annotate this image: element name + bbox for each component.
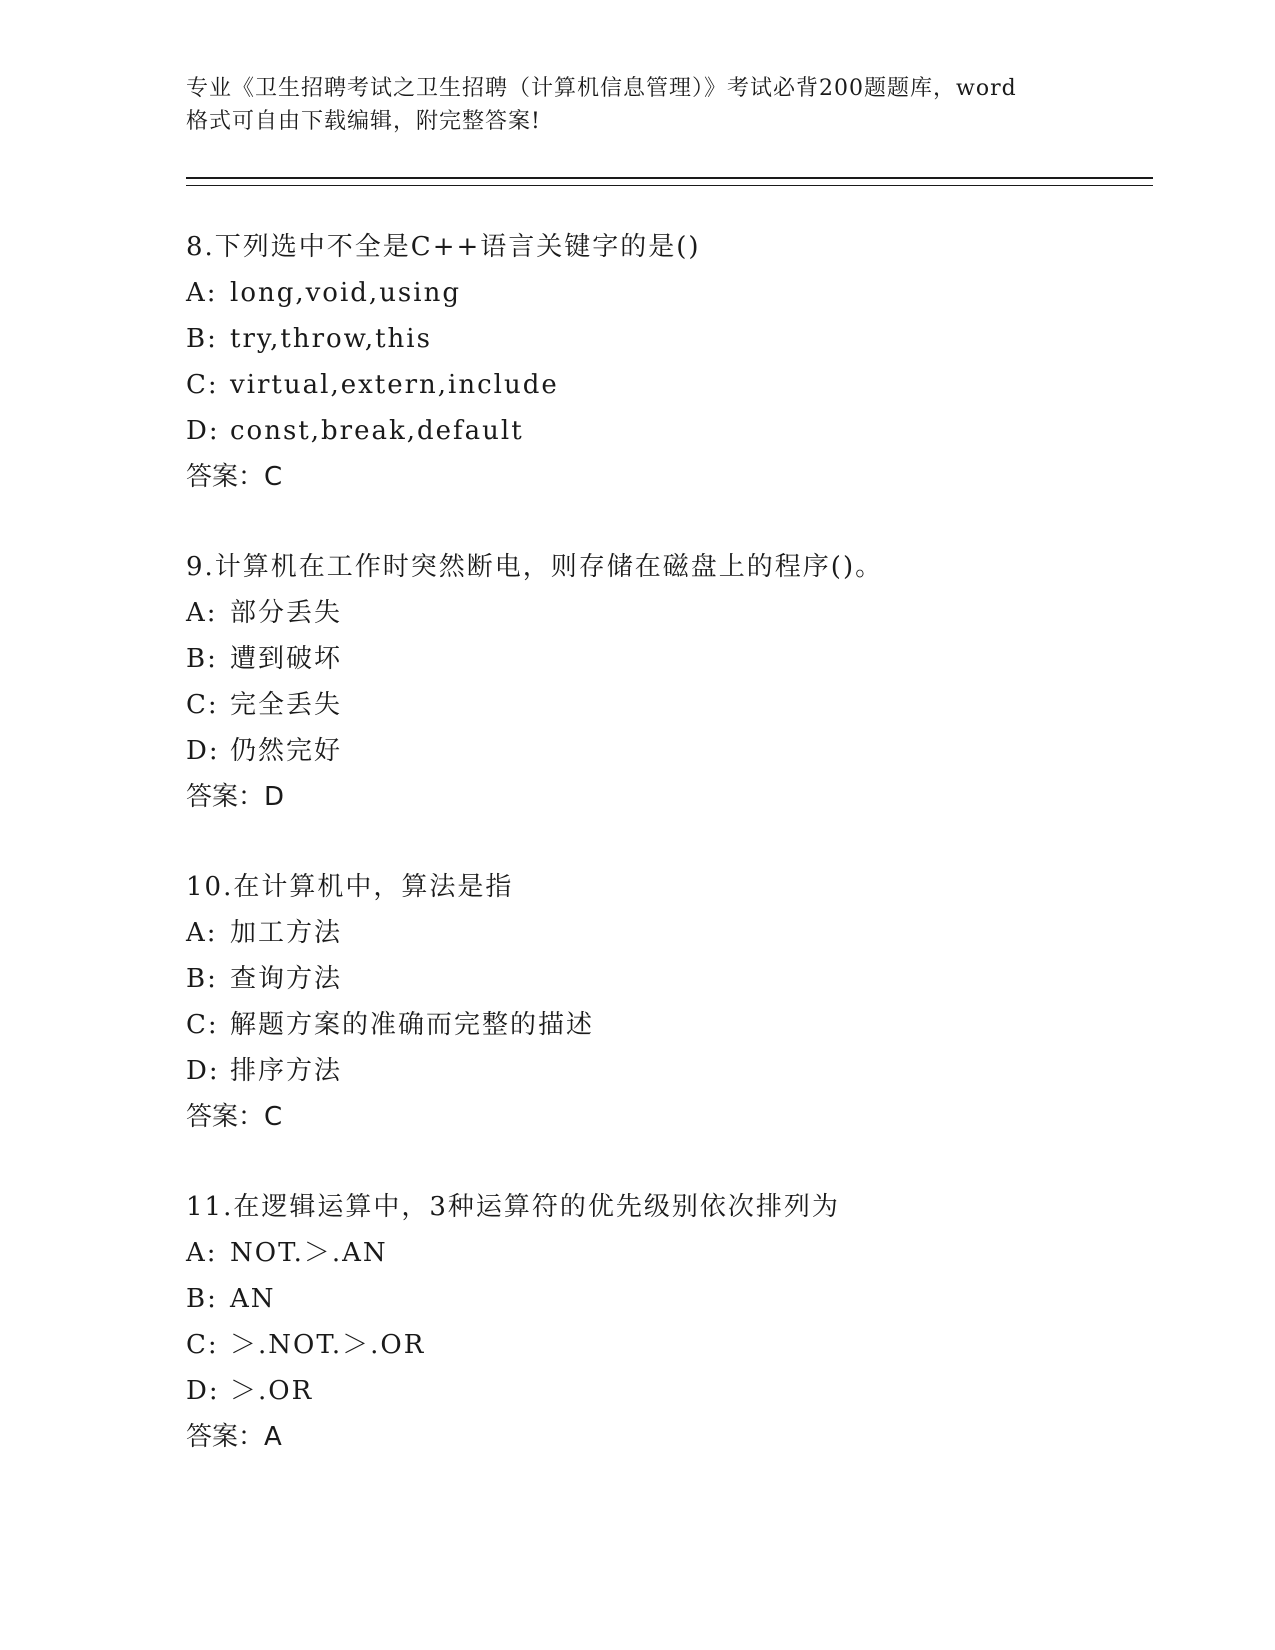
option-text: ＞.OR xyxy=(230,1376,314,1406)
question-stem: 11.在逻辑运算中，3种运算符的优先级别依次排列为 xyxy=(186,1192,840,1222)
question-stem: 8.下列选中不全是C++语言关键字的是() xyxy=(186,232,701,262)
option-letter: B: xyxy=(186,1284,218,1314)
option-text: 部分丢失 xyxy=(230,598,343,628)
option-a xyxy=(186,270,1136,316)
option-d xyxy=(186,1048,1136,1094)
option-text: 排序方法 xyxy=(230,1056,343,1086)
header-divider xyxy=(186,177,1153,186)
option-d xyxy=(186,408,1136,454)
option-letter: D: xyxy=(186,736,220,766)
answer-label: 答案：C xyxy=(186,1102,283,1132)
option-text: 加工方法 xyxy=(230,918,343,948)
option-c xyxy=(186,1002,1136,1048)
option-d xyxy=(186,728,1136,774)
option-text: long,void,using xyxy=(230,278,461,308)
page-header xyxy=(186,72,1086,138)
option-letter: C: xyxy=(186,1010,219,1040)
document-title-line-1: 专业《卫生招聘考试之卫生招聘（计算机信息管理）》考试必背200题题库，word xyxy=(186,76,1017,101)
option-a xyxy=(186,590,1136,636)
option-text: NOT.＞.AN xyxy=(230,1238,388,1268)
question-10 xyxy=(186,864,1136,1140)
option-letter: A: xyxy=(186,278,218,308)
option-text: 仍然完好 xyxy=(230,736,343,766)
option-c xyxy=(186,682,1136,728)
option-b xyxy=(186,956,1136,1002)
answer-label: 答案：A xyxy=(186,1422,282,1452)
answer-label: 答案：D xyxy=(186,782,285,812)
option-letter: D: xyxy=(186,416,220,446)
option-letter: B: xyxy=(186,644,218,674)
option-text: 遭到破坏 xyxy=(230,644,343,674)
question-9 xyxy=(186,544,1136,820)
option-text: 查询方法 xyxy=(230,964,343,994)
document-title-line-2: 格式可自由下载编辑，附完整答案! xyxy=(186,109,541,134)
option-letter: D: xyxy=(186,1376,220,1406)
question-11 xyxy=(186,1184,1136,1460)
option-letter: A: xyxy=(186,1238,218,1268)
option-c xyxy=(186,362,1136,408)
option-b xyxy=(186,1276,1136,1322)
question-8 xyxy=(186,224,1136,500)
option-letter: D: xyxy=(186,1056,220,1086)
option-letter: C: xyxy=(186,370,219,400)
option-text: ＞.NOT.＞.OR xyxy=(230,1330,426,1360)
option-text: 解题方案的准确而完整的描述 xyxy=(230,1010,595,1040)
option-letter: C: xyxy=(186,690,219,720)
option-b xyxy=(186,316,1136,362)
question-stem: 9.计算机在工作时突然断电，则存储在磁盘上的程序()。 xyxy=(186,552,884,582)
option-c xyxy=(186,1322,1136,1368)
option-letter: C: xyxy=(186,1330,219,1360)
option-letter: A: xyxy=(186,598,218,628)
option-a xyxy=(186,1230,1136,1276)
question-stem: 10.在计算机中，算法是指 xyxy=(186,872,514,902)
option-a xyxy=(186,910,1136,956)
option-d xyxy=(186,1368,1136,1414)
option-text: const,break,default xyxy=(230,416,524,446)
option-text: 完全丢失 xyxy=(230,690,343,720)
option-letter: B: xyxy=(186,324,218,354)
option-b xyxy=(186,636,1136,682)
option-letter: B: xyxy=(186,964,218,994)
option-letter: A: xyxy=(186,918,218,948)
option-text: virtual,extern,include xyxy=(230,370,559,400)
answer-label: 答案：C xyxy=(186,462,283,492)
option-text: AN xyxy=(230,1284,276,1314)
option-text: try,throw,this xyxy=(230,324,432,354)
